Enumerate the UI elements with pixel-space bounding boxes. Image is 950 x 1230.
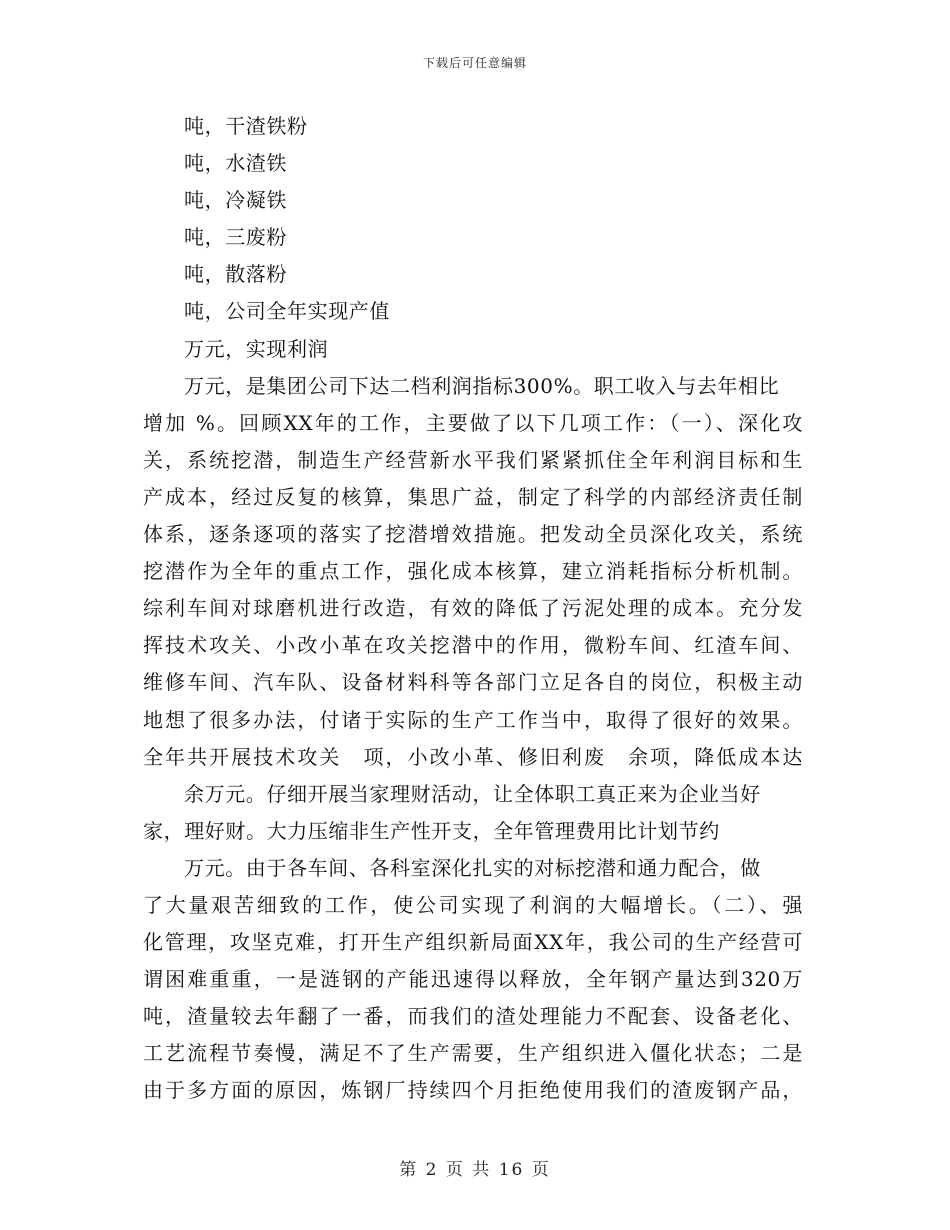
text-line-22: 了大量艰苦细致的工作，使公司实现了利润的大幅增长。（二）、强 [143, 892, 803, 917]
text-line-14: 综利车间对球磨机进行改造，有效的降低了污泥处理的成本。充分发 [143, 596, 803, 621]
text-line-23: 化管理，攻坚克难，打开生产组织新局面XX年，我公司的生产经营可 [143, 930, 803, 955]
text-line-21: 万元。由于各车间、各科室深化扎实的对标挖潜和通力配合，做 [184, 855, 761, 880]
text-line-10: 关，系统挖潜，制造生产经营新水平我们紧紧抓住全年利润目标和生 [143, 447, 803, 472]
text-line-17: 地想了很多办法，付诸于实际的生产工作当中，取得了很好的效果。 [143, 707, 803, 732]
text-line-20: 家，理好财。大力压缩非生产性开支，全年管理费用比计划节约 [143, 818, 720, 843]
text-line-24: 谓困难重重，一是涟钢的产能迅速得以释放，全年钢产量达到320万 [143, 967, 803, 992]
text-line-5: 吨，散落粉 [184, 262, 287, 287]
text-line-7: 万元，实现利润 [184, 336, 329, 361]
page-number-footer: 第 2 页 共 16 页 [399, 1160, 551, 1180]
text-line-6: 吨，公司全年实现产值 [184, 299, 390, 324]
text-line-13: 挖潜作为全年的重点工作，强化成本核算，建立消耗指标分析机制。 [143, 559, 803, 584]
text-line-25: 吨，渣量较去年翻了一番，而我们的渣处理能力不配套、设备老化、 [143, 1004, 803, 1029]
text-line-2: 吨，水渣铁 [184, 151, 287, 176]
text-line-18: 全年共开展技术攻关 项，小改小革、修旧利废 余项，降低成本达 [143, 744, 803, 769]
page-header: 下载后可任意编辑 [422, 56, 527, 70]
text-line-15: 挥技术攻关、小改小革在攻关挖潜中的作用，微粉车间、红渣车间、 [143, 633, 803, 658]
text-line-26: 工艺流程节奏慢，满足不了生产需要，生产组织进入僵化状态；二是 [143, 1041, 803, 1066]
text-line-27: 由于多方面的原因，炼钢厂持续四个月拒绝使用我们的渣废钢产品， [143, 1078, 803, 1103]
text-line-4: 吨，三废粉 [184, 225, 287, 250]
text-line-9: 增加 %。回顾XX年的工作，主要做了以下几项工作：（一）、深化攻 [143, 410, 803, 435]
text-line-1: 吨，干渣铁粉 [184, 114, 308, 138]
text-line-8: 万元，是集团公司下达二档利润指标300%。职工收入与去年相比 [184, 373, 780, 398]
text-line-12: 体系，逐条逐项的落实了挖潜增效措施。把发动全员深化攻关，系统 [143, 522, 803, 547]
document-body [143, 108, 803, 1110]
text-line-16: 维修车间、汽车队、设备材料科等各部门立足各自的岗位，积极主动 [143, 670, 803, 695]
text-line-19: 余万元。仔细开展当家理财活动，让全体职工真正来为企业当好 [184, 781, 761, 806]
text-line-11: 产成本，经过反复的核算，集思广益，制定了科学的内部经济责任制 [143, 484, 803, 509]
text-line-3: 吨，冷凝铁 [184, 188, 287, 213]
